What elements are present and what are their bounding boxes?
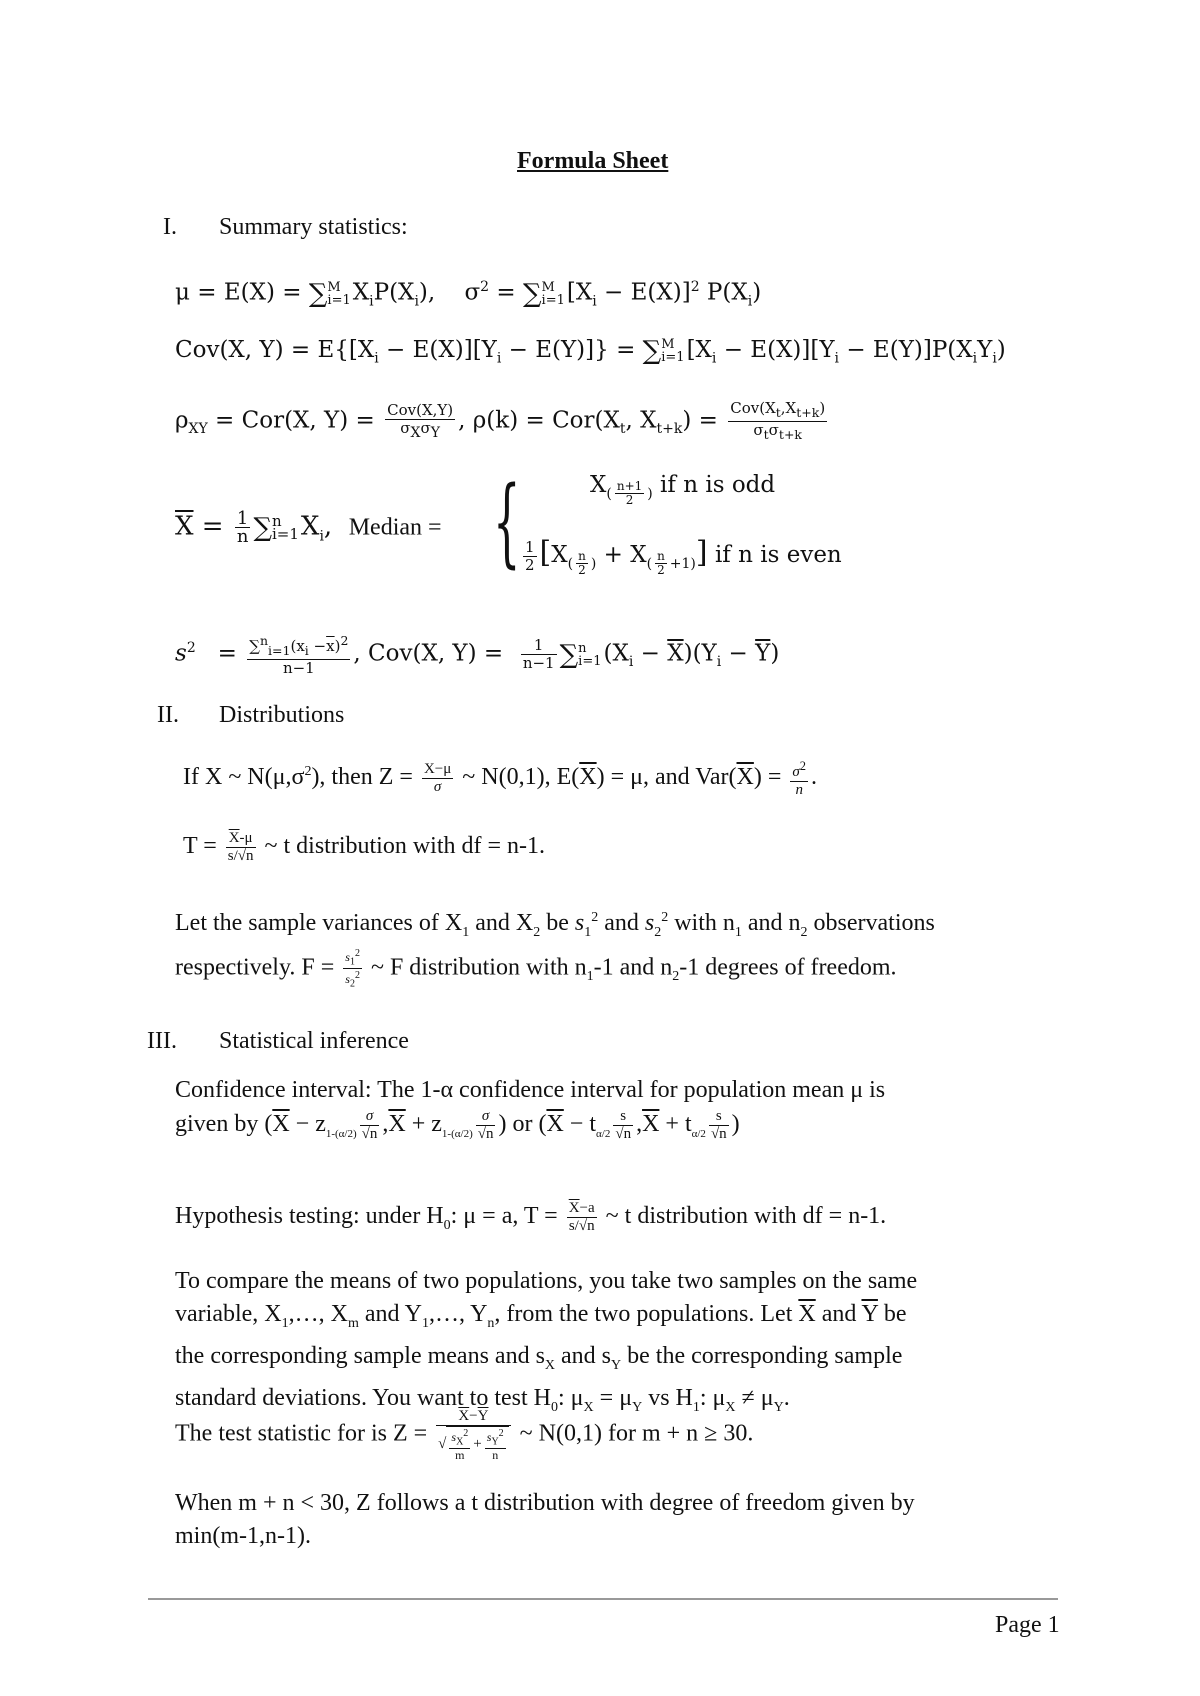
f-text-10: -1 and n	[593, 954, 673, 981]
f-text-9: ~ F distribution with n	[364, 954, 587, 981]
t-distribution-line: T = $\frac{\overline{X}-\mu}{s/√n}$ ~ t distribution with df = n-1.	[183, 830, 546, 864]
f-text-5: with n	[668, 910, 735, 936]
cmp-text-11: standard deviations. You want to test H	[175, 1384, 551, 1411]
correlation-lhs: ρ	[175, 407, 189, 434]
confidence-interval-line-1: Confidence interval: The 1-α confidence interval for population mean μ is	[175, 1077, 886, 1103]
median-even-case: $\frac{1}{2}$ $[X_{( \frac{n}{2} )} + X_{( \frac{n}{2} +1)}]$ if n is even	[525, 535, 842, 578]
section-number: III.	[147, 1028, 177, 1054]
cmp-text-15: : μ	[699, 1384, 726, 1411]
variance-lhs: σ	[464, 279, 481, 306]
autocorrelation-mid: , ρ(k) = Cor(X	[458, 407, 620, 434]
small-sample-paragraph	[175, 1487, 1085, 1553]
ts-text-2: ~ N(0,1) for m + n ≥ 30.	[513, 1420, 754, 1447]
sample-covariance-lhs: , Cov(X, Y) =	[353, 640, 511, 667]
covariance-formula: Cov(X, $Y) = E\{[X_i - E(X)][Y_i - E(Y)]\}$ = ∑ M i=1 $[X_i - E(X)][Y_i - E(Y)]P(X_iY_i)$	[175, 336, 1006, 367]
f-text-3: be	[540, 910, 575, 936]
cmp-text-3: and Y	[358, 1301, 422, 1327]
dist-text-1: If X ~ N(μ,σ	[183, 764, 305, 790]
footer-divider	[148, 1598, 1058, 1600]
f-text-2: and X	[469, 910, 534, 936]
compare-line-3: the corresponding sample means and $s_X$ and $s_Y$ be the corresponding sample	[175, 1342, 903, 1373]
mean-variance-formula: μ = E(X) = ∑ M i=1 $X_iP(X_i)$, $\sigma^2$ = ∑ M i=1 $[X_i - E(X)]^2$ $P(X_i)$	[175, 278, 762, 310]
compare-line-1: To compare the means of two populations, you take two samples on the same	[175, 1268, 918, 1294]
median-odd-case: $X_{( \frac{n+1}{2} )}$ if n is odd	[590, 472, 776, 508]
ht-text-1: Hypothesis testing: under H	[175, 1203, 444, 1230]
ht-text-2: : μ = a, T =	[450, 1203, 564, 1230]
cmp-text-7: be	[877, 1301, 907, 1327]
sample-mean-formula: $\overline{X}$ = $\frac{1}{n}$ ∑ n i=1 $X_i$, Median =	[175, 508, 442, 547]
confidence-interval-line-2: given by ($\overline{X} - z_{1-(\alpha/2)}$ $\frac{\sigma}{√n}$ $,\overline{X} + z_{1-(\alpha/2)}$ $\frac{\sigma}{√n}$ ) or ($\overline{X} - t_{\alpha/2}$ $\frac{s}{√n}$ $,\overline{X} + t_{\alpha/2}$ $\frac{s}{√n}$ )	[175, 1108, 740, 1142]
dist-text-3: ~ N(0,1), E(	[456, 764, 580, 790]
correlation-mid: = Cor(X, Y) =	[207, 407, 383, 434]
ci-or-text: or (	[506, 1111, 547, 1138]
normal-distribution-line: If X ~ $N(\mu,\sigma^2)$, then Z = $\frac{X-\mu}{\sigma}$ ~ N(0,1), $E(\overline{X}) = \mu$, and $Var(\overline{X})$ = $\frac{\sigma^2}{n}$ .	[183, 758, 818, 798]
test-statistic-line: The test statistic for is Z = $\overline{X}-\overline{Y}$ √ $\frac{s_X^2}{m}$ + $\frac{s_Y^2}{n}$ ~ N(0,1) for m + n ≥ 30.	[175, 1408, 754, 1463]
median-odd-text: if n is odd	[660, 472, 776, 498]
ts-text-1: The test statistic for is Z =	[175, 1420, 434, 1447]
dist-text-2: ), then Z =	[311, 764, 419, 790]
cmp-text-6: and	[815, 1301, 862, 1327]
cmp-text-4: ,…, Y	[428, 1301, 488, 1327]
cmp-text-1: variable, X	[175, 1301, 282, 1327]
sample-variance-formula: $s^2$ = $\frac{\sum^n_{i=1}(x_i -\overline{x})^2}{n-1}$ , Cov(X, Y) = $\frac{1}{n-1}$ ∑ n i=1 $(X_i - \overline{X})(Y_i - \overline{Y})$	[175, 633, 780, 677]
median-brace: {	[493, 466, 521, 578]
cmp-text-10: be the corresponding sample	[621, 1342, 903, 1369]
cmp-text-8: the corresponding sample means and s	[175, 1342, 545, 1369]
dist-text-4: ) = μ, and Var(	[596, 764, 737, 790]
page-number: Page 1	[995, 1612, 1060, 1638]
t-dist-text: ~ t distribution with df = n-1.	[258, 833, 546, 860]
correlation-numerator: Cov(X,Y)	[387, 400, 454, 419]
cmp-text-12: : μ	[557, 1384, 584, 1411]
section-label: Statistical inference	[219, 1028, 409, 1054]
covariance-lhs: Cov(X, Y) = E{[X	[175, 337, 375, 363]
f-text-1: Let the sample variances of X	[175, 910, 463, 936]
f-text-4: and	[598, 910, 645, 936]
compare-line-2: variable, $X_1,\dots$, $X_m$ and $Y_1,\dots$, $Y_n$, from the two populations. Let $\overline{X}$ and $\overline{Y}$ be	[175, 1301, 907, 1331]
f-distribution-line-2: respectively. F = $\frac{s_1^2}{s_2^2}$ ~ F distribution with $n_1-1$ and $n_2-1$ degrees of freedom.	[175, 948, 897, 990]
cmp-text-9: and s	[555, 1342, 612, 1369]
correlation-formula: $\rho_{XY} = Cor(X$, Y) = $\frac{\text{Cov(X,Y)}}{\sigma_X\sigma_Y}$ , $\rho(k) = Cor(X_t$, $X_{t+k}$) = $\frac{Cov(X_t,X_{t+k})}{\sigma_t\sigma_{t+k}}$	[175, 399, 826, 442]
compare-line-4: standard deviations. You want to test $H_0$: $\mu_X = \mu_Y$ vs $H_1$: $\mu_X \ne \mu_Y$.	[175, 1384, 790, 1415]
cmp-text-17: .	[783, 1384, 790, 1411]
hypothesis-testing-line: Hypothesis testing: under $H_0$: μ = a, T = $\frac{\overline{X}-a}{s/√n}$ ~ t distribution with df = n-1.	[175, 1200, 887, 1234]
f-distribution-line-1: Let the sample variances of $X_1$ and $X_2$ be $s_1^2$ and $s_2^2$ with $n_1$ and $n_2$ observations	[175, 910, 935, 940]
section-number: II.	[157, 702, 179, 728]
compare-means-paragraph	[175, 1265, 1085, 1423]
cmp-text-13: = μ	[593, 1384, 633, 1411]
dist-text-5: ) =	[753, 764, 788, 790]
cmp-text-2: ,…, X	[288, 1301, 348, 1327]
small-line-1: When m + n < 30, Z follows a t distribution with degree of freedom given by	[175, 1490, 915, 1516]
mean-rhs: X	[352, 279, 370, 306]
median-even-text: if n is even	[714, 542, 842, 568]
sample-variance-lhs: s	[175, 640, 187, 667]
section-label: Distributions	[219, 702, 345, 728]
f-text-11: -1 degrees of freedom.	[679, 954, 897, 981]
autocorrelation-numerator: Cov(X	[730, 399, 776, 417]
f-text-8: respectively. F =	[175, 954, 341, 981]
section-number: I.	[163, 214, 177, 240]
f-text-6: and n	[741, 910, 801, 936]
page-title: Formula Sheet	[517, 148, 669, 174]
f-text-7: observations	[807, 910, 935, 936]
cmp-text-5: , from the two populations. Let	[494, 1301, 799, 1327]
ht-text-3: ~ t distribution with df = n-1.	[599, 1203, 887, 1230]
small-line-2: min(m-1,n-1).	[175, 1523, 311, 1549]
cmp-text-14: vs H	[642, 1384, 693, 1411]
cmp-text-16: ≠ μ	[735, 1384, 774, 1411]
ci-text-1: given by (	[175, 1111, 273, 1138]
section-label: Summary statistics:	[219, 214, 408, 240]
median-label: Median =	[348, 514, 442, 541]
mean-lhs: μ = E(X) =	[175, 279, 309, 306]
